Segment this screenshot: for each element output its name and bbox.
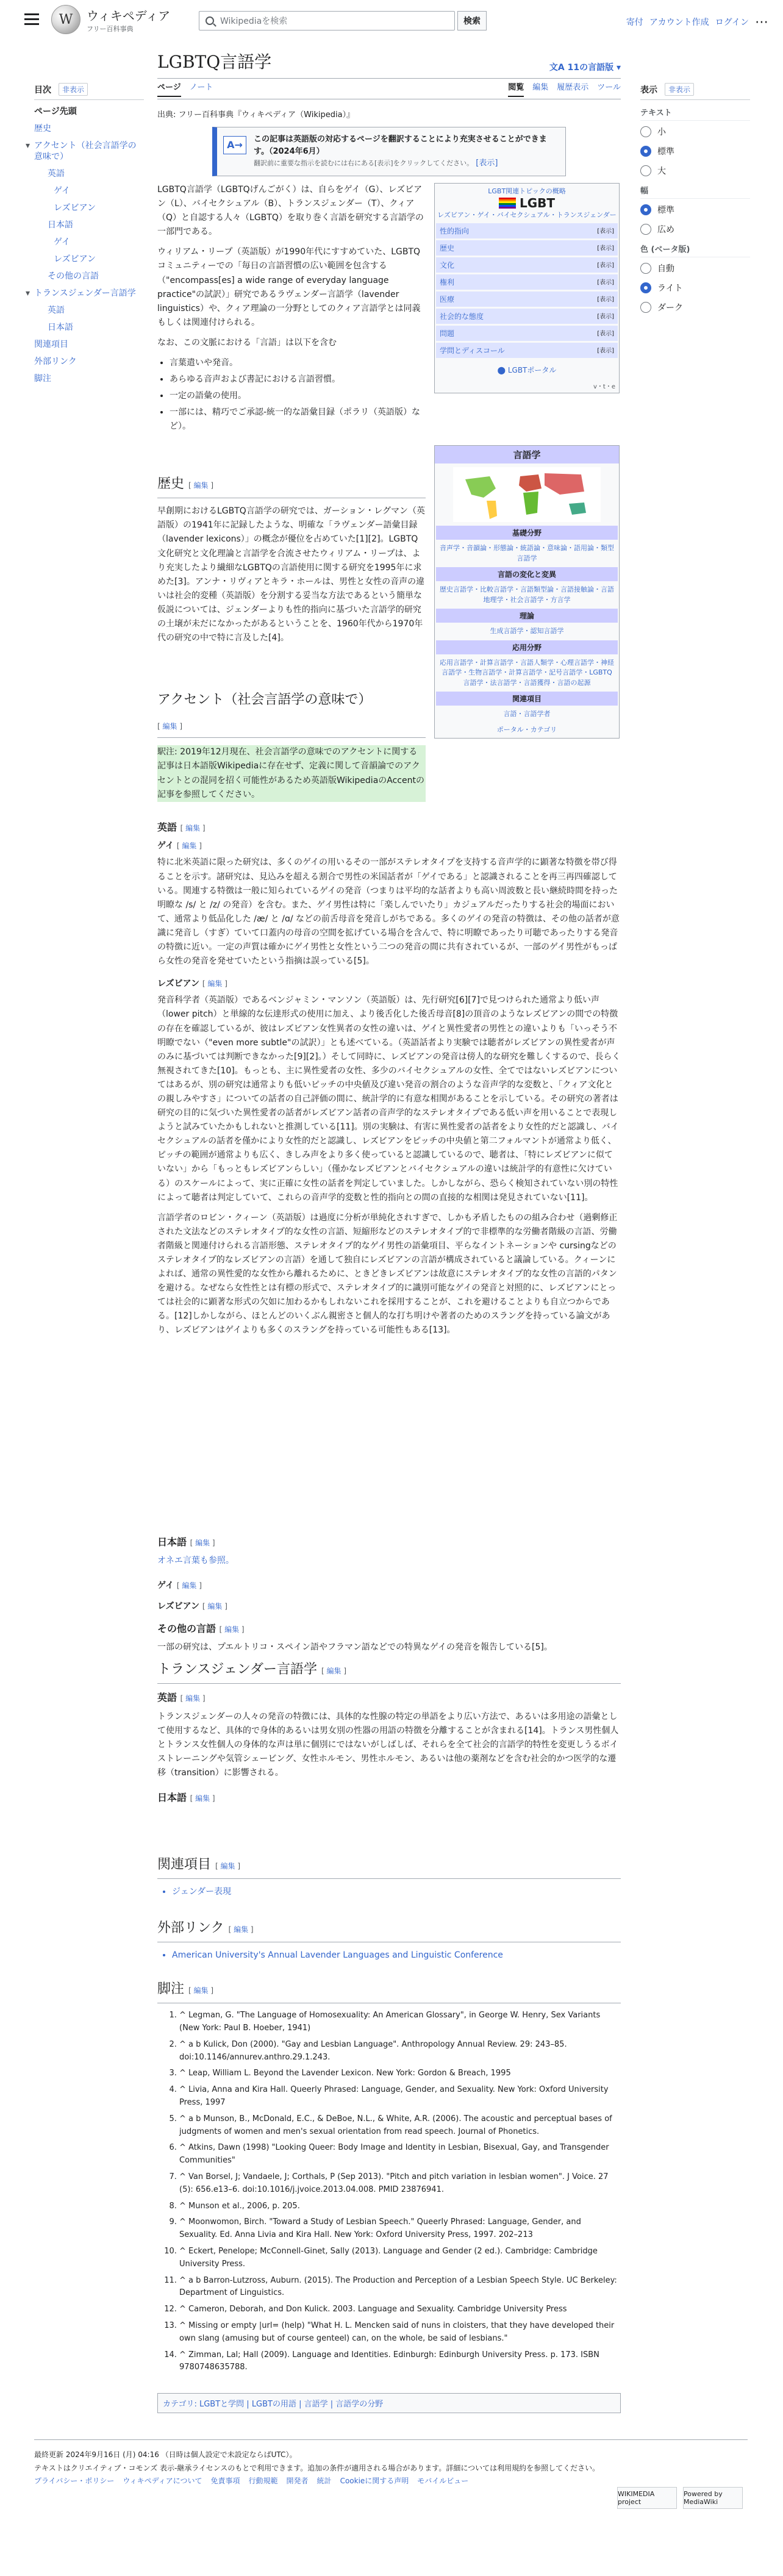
- footer-link[interactable]: Cookieに関する声明: [340, 2477, 409, 2486]
- reference-item: 3. ^ Leap, William L. Beyond the Lavender Lexicon. New York: Gordon & Breach, 1995: [179, 2067, 621, 2080]
- toc-hide-button[interactable]: 非表示: [59, 83, 88, 96]
- site-name: ウィキペディア: [87, 8, 171, 23]
- edit-link[interactable]: [ 編集 ]: [202, 1602, 227, 1611]
- heading-lesbian: レズビアン: [157, 979, 200, 989]
- navbox-footer-links[interactable]: ポータル・カテゴリ: [496, 725, 557, 734]
- heading-ja-lesbian: レズビアン: [157, 1601, 200, 1611]
- accent-section: [157, 689, 426, 808]
- width-standard-radio[interactable]: 標準: [640, 204, 750, 216]
- create-account-link[interactable]: アカウント作成: [649, 18, 709, 27]
- navbox-row[interactable]: [436, 223, 618, 238]
- source-note: 出典: フリー百科事典『ウィキペディア（Wikipedia）』: [157, 110, 355, 120]
- categories-links[interactable]: カテゴリ: LGBTと学問 | LGBTの用語 | 言語学 | 言語学の分野: [163, 2400, 384, 2409]
- accent-note: 駅注: 2019年12月現在、社会言語学の意味でのアクセントに関する記事は日本語版Wikipediaに存在せず、定義に関して音韻論でのアクセントとの混同を招く可能性があるため英語版WikipediaのAccentの記事を参照してください。: [157, 745, 426, 801]
- login-link[interactable]: ログイン: [715, 18, 749, 27]
- navbox-row[interactable]: [436, 257, 618, 273]
- heading-external-links: 外部リンク: [157, 1920, 224, 1936]
- navbox-show-button[interactable]: [表示]: [597, 313, 614, 321]
- edit-link[interactable]: [ 編集 ]: [188, 1986, 213, 1995]
- section-links[interactable]: 応用言語学・計算言語学・言語人類学・心理言語学・神経言語学・生物言語学・計算言語学・記号言語学・LGBTQ言語学・法言語学・言語獲得・言語の起源: [440, 658, 614, 687]
- heading-transgender: トランスジェンダー言語学: [157, 1662, 318, 1677]
- list-item: • 一定の語彙の使用。: [170, 389, 426, 403]
- toc-item[interactable]: 外部リンク: [34, 357, 77, 367]
- navbox-row-label: 医療: [440, 295, 455, 304]
- toc-item[interactable]: 英語: [48, 169, 65, 179]
- navbox-row[interactable]: [436, 343, 618, 358]
- toc-item[interactable]: 英語: [48, 306, 65, 315]
- navbox-subtitle[interactable]: レズビアン・ゲイ・バイセクシュアル・トランスジェンダー: [437, 211, 617, 219]
- reference-item: 5. ^ a b Munson, B., McDonald, E.C., & DeBoe, N.L., & White, A.R. (2006). The acoustic and perceptual bases of judgments of women and men's sexual orientation from read speech. Journal of Phonetics.: [179, 2113, 621, 2139]
- edit-link[interactable]: [ 編集 ]: [220, 1625, 245, 1634]
- notice-main: この記事は英語版の対応するページを翻訳することにより充実させることができます。（2024年6月）: [254, 135, 547, 156]
- navbox-row-label: 社会的な態度: [440, 312, 484, 321]
- footer-link[interactable]: 免責事項: [210, 2477, 240, 2486]
- notice-show-button[interactable]: [表示]: [476, 159, 498, 168]
- reference-item: 6. ^ Atkins, Dawn (1998) "Looking Queer: Body Image and Identity in Lesbian, Bisexual, Gay, and Transgender Communities": [179, 2142, 621, 2167]
- section-links[interactable]: 音声学・音韻論・形態論・統語論・意味論・語用論・類型言語学: [440, 544, 614, 562]
- toc-item[interactable]: 関連項目: [34, 340, 68, 349]
- list-item: • 言葉遣いや発音。: [170, 356, 426, 370]
- other-languages-paragraph: 一部の研究は、プエルトリコ・スペイン語やフラマン語などでの特異なゲイの発音を報告している[5]。: [157, 1642, 552, 1653]
- world-map-image: [453, 467, 601, 522]
- footer-link[interactable]: 行動規範: [248, 2477, 278, 2486]
- edit-link[interactable]: [ 編集 ]: [157, 722, 182, 731]
- heading-gay: ゲイ: [157, 841, 174, 851]
- last-modified: 最終更新 2024年9月16日 (月) 04:16 （日時は個人設定で未設定ならばUTC）。: [34, 2450, 297, 2459]
- translate-icon: A→: [223, 136, 246, 154]
- gay-paragraph: 特に北米英語に限った研究は、多くのゲイの用いるその一部がステレオタイプを支持する音声学的に顕著な特徴を帯び得ることを示す。諸研究は、見込みを超える割合で男性の米国話者が「ゲイである」と認識されることを再三再四確認している。関連する特徴は一般に知られているゲイの発音（つまりは平均的な話者よりも高い周波数と長い継続時間を持った明瞭な /s/ と /z/ の発音）を含む。また、ゲイ男性は特に「楽しんでいたり」カジュアルだったりする社会的場面において、通常より低品化した /æ/ と /ɑ/ などの前舌母音を発音しがちである。多くのゲイの発音の特徴は、その他の話者が意識に発音し（すぎ）ていて口蓋内の母音の空間を拡げている場合を含んで、特に明瞭であったり可聴であったりする発音の特徴に近い。一定の声質は確かにゲイ男性と女性という二つの発音の間に共有されているが、一部のゲイ男性がもっぱら女性の発音を発せていたという指摘は誤っている[5]。: [157, 857, 620, 967]
- toc-item[interactable]: レズビアン: [54, 203, 96, 213]
- toc-item[interactable]: 歴史: [34, 124, 51, 134]
- search-input[interactable]: [199, 11, 455, 30]
- user-links: [626, 16, 749, 28]
- tab-edit[interactable]: 編集: [532, 83, 549, 92]
- search-placeholder: Wikipediaを検索: [220, 16, 288, 26]
- toc-item[interactable]: 日本語: [48, 220, 73, 230]
- navbox-show-button[interactable]: [表示]: [597, 279, 614, 287]
- japanese-section: [157, 1531, 621, 1661]
- section-heading: 関連項目: [436, 692, 618, 706]
- linguistics-navbox: [434, 445, 620, 739]
- tab-talk[interactable]: ノート: [189, 83, 213, 92]
- heading-related: 関連項目: [157, 1857, 212, 1872]
- page-tabs: [157, 79, 621, 99]
- navbox-show-button[interactable]: [表示]: [597, 228, 614, 235]
- edit-link[interactable]: [ 編集 ]: [190, 1539, 215, 1547]
- section-links[interactable]: 歴史言語学・比較言語学・言語類型論・言語接触論・言語地理学・社会言語学・方言学: [440, 585, 614, 604]
- appearance-panel: [640, 83, 750, 321]
- lead-list: [157, 356, 426, 434]
- color-auto-radio[interactable]: 自動: [640, 262, 750, 274]
- notice-small: 翻訳前に重要な指示を読むには右にある[表示]をクリックしてください。: [254, 159, 474, 167]
- site-logo[interactable]: [51, 5, 170, 34]
- edit-link[interactable]: [ 編集 ]: [229, 1925, 254, 1934]
- tab-read[interactable]: 閲覧: [508, 80, 524, 97]
- reference-item: 13. ^ Missing or empty |url= (help) "What H. L. Mencken said of nuns in cloisters, that they have developed their own slang (amusing but of course genteel) can, on the whole, be said of lesbians.": [179, 2320, 621, 2345]
- edit-link[interactable]: [ 編集 ]: [177, 842, 202, 850]
- linguistics-title[interactable]: 言語学: [435, 446, 619, 463]
- reference-item: 4. ^ Livia, Anna and Kira Hall. Queerly Phrased: Language, Gender, and Sexuality. New York: Oxford University Press, 1997: [179, 2084, 621, 2109]
- section-heading: 応用分野: [436, 640, 618, 654]
- english-section: [157, 816, 621, 1344]
- section-heading: 言語の変化と変異: [436, 567, 618, 581]
- search-button[interactable]: 検索: [457, 11, 487, 30]
- navbox-show-button[interactable]: [表示]: [597, 245, 614, 252]
- navbox-show-button[interactable]: [表示]: [597, 331, 614, 338]
- heading-history: 歴史: [157, 476, 185, 492]
- footer: [34, 2439, 748, 2488]
- reference-item: 11. ^ a b Barron-Lutzross, Auburn. (2015). The Production and Perception of a Lesbian Speech Style. UC Berkeley: Department of Linguistics.: [179, 2275, 621, 2300]
- navbox-show-button[interactable]: [表示]: [597, 296, 614, 304]
- navbox-row-label: 学問とディスコール: [440, 346, 505, 356]
- width-wide-radio[interactable]: 広め: [640, 223, 750, 235]
- text-large-radio[interactable]: 大: [640, 165, 750, 177]
- section-heading: 理論: [436, 609, 618, 623]
- header: [0, 0, 783, 43]
- toc-item[interactable]: レズビアン: [54, 254, 96, 264]
- section-links[interactable]: 生成言語学・認知言語学: [490, 627, 564, 635]
- heading-other-languages: その他の言語: [157, 1622, 216, 1634]
- toc-title: 目次: [34, 85, 51, 95]
- references-section: [157, 1978, 621, 2378]
- toc-list: [34, 106, 144, 384]
- navbox-show-button[interactable]: [表示]: [597, 262, 614, 270]
- heading-ja-gay: ゲイ: [157, 1581, 174, 1591]
- edit-link[interactable]: [ 編集 ]: [215, 1862, 240, 1870]
- reference-item: 14. ^ Zimman, Lal; Hall (2009). Language and Identities. Edinburgh: Edinburgh University Press. p. 173. ISBN 9780748635788.: [179, 2349, 621, 2375]
- list-item: • あらゆる音声および書記における言語習慣。: [170, 373, 426, 387]
- related-link[interactable]: • ジェンダー表現: [172, 1885, 621, 1899]
- translation-notice: [212, 127, 566, 176]
- navbox-row-label: 権利: [440, 278, 455, 287]
- external-link[interactable]: • American University's Annual Lavender Languages and Linguistic Conference: [172, 1948, 621, 1962]
- navbox-row-label: 問題: [440, 329, 455, 338]
- history-section: [157, 473, 426, 651]
- navbox-show-button[interactable]: [表示]: [597, 348, 614, 355]
- toc-item[interactable]: 脚注: [34, 374, 51, 384]
- reference-item: 7. ^ Van Borsel, J; Vandaele, J; Corthals, P (Sep 2013). "Pitch and pitch variation in lesbian women". J Voice. 27 (5): 656.e13–6. doi:10.1016/j.jvoice.2013.04.008. PMID 23876941.: [179, 2171, 621, 2197]
- article-header: [157, 49, 621, 176]
- footer-link[interactable]: ウィキペディアについて: [123, 2477, 202, 2486]
- tab-history[interactable]: 履歴表示: [557, 83, 589, 92]
- appearance-title: 表示: [640, 85, 657, 95]
- toc-item[interactable]: ページ先頭: [34, 107, 77, 116]
- edit-link[interactable]: [ 編集 ]: [177, 1581, 202, 1590]
- reference-item: 12. ^ Cameron, Deborah, and Don Kulick. 2003. Language and Sexuality. Cambridge University Press: [179, 2303, 621, 2316]
- language-button[interactable]: 文A 11の言語版 ▾: [549, 63, 621, 73]
- japanese-see-also[interactable]: オネエ言葉も参照。: [157, 1556, 234, 1566]
- lead-section: [157, 183, 426, 437]
- edit-link[interactable]: [ 編集 ]: [190, 1794, 215, 1803]
- related-section: [157, 1854, 621, 1899]
- color-light-radio[interactable]: ライト: [640, 282, 750, 294]
- main-menu-button[interactable]: [24, 13, 39, 26]
- transgender-section: [157, 1659, 621, 1810]
- lead-paragraph-1: LGBTQ言語学（LGBTQげんごがく）は、自らをゲイ（G）、レズビアン（L）、バイセクシュアル（B）、トランスジェンダー（T）、クィア（Q）と自認する人々（LGBTQ）を取り巻く言語を研究する言語学の一部門である。: [157, 185, 424, 237]
- wikimedia-badge[interactable]: WIKIMEDIA project: [617, 2487, 677, 2509]
- toc-item[interactable]: ▾ トランスジェンダー言語学: [34, 288, 144, 299]
- edit-link[interactable]: [ 編集 ]: [181, 1694, 206, 1703]
- footer-link[interactable]: モバイルビュー: [417, 2477, 469, 2486]
- heading-trans-english: 英語: [157, 1692, 177, 1704]
- reference-item: 8. ^ Munson et al., 2006, p. 205.: [179, 2200, 621, 2213]
- rainbow-flag-icon: [499, 198, 516, 209]
- references-list: [157, 2009, 621, 2374]
- edit-link[interactable]: [ 編集 ]: [321, 1667, 346, 1675]
- tab-page[interactable]: ページ: [157, 80, 181, 97]
- reference-item: 2. ^ a b Kulick, Don (2000). "Gay and Lesbian Language". Anthropology Annual Review. 29: 243–85. doi:10.1146/annurev.anthro.29.1.243.: [179, 2039, 621, 2064]
- heading-accent: アクセント（社会言語学の意味で）: [157, 692, 372, 707]
- navbox-row-label: 文化: [440, 261, 455, 270]
- lead-paragraph-2: ウィリアム・リープ（英語版）が1990年代にすすめていた、LGBTQコミュニティーでの「毎日の言語習慣の広い範囲を包含する（"encompass[es] a wide range of everyday language practice"の試訳）」研究であるラヴェンダー言語学（lavender linguistics）や、クィア理論の一分野としてのクィア言語学とは同義もしくは関連付けられる。: [157, 247, 421, 327]
- color-group: 色 (ベータ版): [640, 243, 750, 257]
- navbox-row[interactable]: [436, 274, 618, 290]
- text-small-radio[interactable]: 小: [640, 126, 750, 138]
- appearance-hide-button[interactable]: 非表示: [665, 83, 694, 96]
- section-links[interactable]: 言語・言語学者: [503, 710, 551, 718]
- edit-link[interactable]: [ 編集 ]: [188, 481, 213, 490]
- heading-trans-japanese: 日本語: [157, 1792, 187, 1804]
- heading-references: 脚注: [157, 1981, 185, 1997]
- edit-link[interactable]: [ 編集 ]: [202, 979, 227, 988]
- transgender-paragraph: トランスジェンダーの人々の発音の特徴には、具体的な性腺の特定の単語をより広い方法で、あるいは多用途の語彙として使用するなど、具体的で身体的あるいは男女別の性器の用語の特徴を分離することが含まれる[14]。トランス男性個人とトランス女性個人の身体的な声は単に個別にではないがしばしば、それらを全て社会的言語学的特性を変更しうるボイストレーニングや気管シェービング、女性ホルモン、男性ホルモン、あるいは他の薬剤などを含む社会的かつ医学的な遷移（transition）に影響される。: [157, 1711, 619, 1778]
- navbox-row[interactable]: [436, 240, 618, 256]
- table-of-contents: [34, 83, 144, 390]
- text-size-group: テキスト: [640, 106, 750, 121]
- footer-link[interactable]: 開発者: [286, 2477, 309, 2486]
- history-paragraph: 早創期におけるLGBTQ言語学の研究では、ガーション・レグマン（英語版）の1941年に記録したような、明確な「ラヴェンダー語彙目録（lavender lexicons）」の概念が優位を占めていた[1][2]。LGBTQ文化研究と文化理論と言語学を合流させたウィリアム・リープは、より充実したより繊細なLGBTQの言語使用に関する研究を1995年に求めた[3]。アンナ・リヴィアとキラ・ホールは、男性と女性の音声の違いは社会的変種（英語版）を分割する妥当な方法であるという簡単な仮説については、ジェンダーよりも性的指向に基づいた言語学的研究の土壌が未だになかったがあるということを、1960年代から1970年代の研究の中で特に言及した[4]。: [157, 506, 425, 643]
- navbox-row[interactable]: [436, 309, 618, 324]
- donate-link[interactable]: 寄付: [626, 18, 643, 27]
- more-options-icon[interactable]: ⋯: [755, 15, 768, 30]
- list-item: • 一部には、精巧でご承認-統一的な語彙目録（ポラリ（英語版）など）。: [170, 406, 426, 434]
- site-tagline: フリー百科事典: [87, 24, 134, 33]
- navbox-row-label: 性的指向: [440, 227, 470, 236]
- color-dark-radio[interactable]: ダーク: [640, 301, 750, 313]
- navbox-row[interactable]: [436, 326, 618, 341]
- page-title: LGBTQ言語学: [157, 52, 272, 72]
- lesbian-paragraph-2: 言語学者のロビン・クィーン（英語版）は過度に分析が単純化されすぎで、しかも矛盾したものの組み合わせ（過剰修正された文法などのステレオタイプ的な女性の言語、短縮形などのステレオタイプ的で非標準的な労働者階級の言語、労働者階級と関連付けられる言語形態、ステレオタイプ的なゲイ男性の語彙項目、平らなイントネーションや cursingなどのステレオタイプ的なレズビアンの言語）を通して独自にレズビアンの言語が構成されていると議論している。クィーンによれば、通常の異性愛的な女性から離れるために、ときどきレズビアンは故意にステレオタイプ的な女性の言語的パタンを避ける。なぜなら女性性とは有標の形式で、ステレオタイプ的に識別可能なゲイの発音と対照的に、レズビアンにとっては社会的に顕著な形式の欠如に加わるかもしれないこれを採用することが、これを避けることよりも自立つからである。[12]しかしながら、ほとんどのいくぶん親密さと個人的な打ち明けや著者のためのスラングを持っている論文があり、レズビアンはゲイよりも多くのスラングを持っている可能性もある[13]。: [157, 1212, 618, 1336]
- license-text: テキストはクリエイティブ・コモンズ 表示-継承ライセンスのもとで利用できます。追加の条件が適用される場合があります。詳細については利用規約を参照してください。: [34, 2463, 600, 2472]
- edit-link[interactable]: [ 編集 ]: [181, 824, 206, 832]
- navbox-title[interactable]: LGBT: [519, 196, 556, 210]
- heading-english: 英語: [157, 821, 177, 833]
- width-group: 幅: [640, 184, 750, 199]
- reference-item: 1. ^ Legman, G. "The Language of Homosexuality: An American Glossary", in George W. Henry, Sex Variants (New York: Paul B. Hoeber, 1941): [179, 2009, 621, 2035]
- toc-item[interactable]: ゲイ: [54, 186, 71, 196]
- heading-japanese: 日本語: [157, 1536, 187, 1548]
- lead-paragraph-3: なお、この文脈における「言語」は以下を含む: [157, 337, 337, 348]
- text-standard-radio[interactable]: 標準: [640, 145, 750, 157]
- tab-tools[interactable]: ツール: [597, 83, 621, 92]
- toc-item[interactable]: 日本語: [48, 323, 73, 332]
- navbox-row-label: 歴史: [440, 244, 455, 253]
- toc-item[interactable]: ▾ アクセント（社会言語学の意味で）: [34, 140, 144, 162]
- section-heading: 基礎分野: [436, 526, 618, 540]
- toc-item[interactable]: ゲイ: [54, 237, 71, 247]
- category-box: [157, 2393, 621, 2413]
- footer-links: [34, 2475, 748, 2488]
- footer-link[interactable]: プライバシー・ポリシー: [34, 2477, 115, 2486]
- navbox-vte[interactable]: v・t・e: [593, 384, 615, 391]
- reference-item: 9. ^ Moonwomon, Birch. "Toward a Study of Lesbian Speech." Queerly Phrased: Language, Gender, and Sexuality. Ed. Anna Livia and Kira Hall. New York: Oxford University Press, 1997. 202–213: [179, 2216, 621, 2242]
- wikipedia-globe-icon: W: [51, 5, 80, 34]
- mediawiki-badge[interactable]: Powered by MediaWiki: [683, 2487, 743, 2509]
- reference-item: 10. ^ Eckert, Penelope; McConnell-Ginet, Sally (2013). Language and Gender (2 ed.). Cambridge: Cambridge University Press.: [179, 2245, 621, 2271]
- lesbian-paragraph-1: 発音科学者（英語版）であるベンジャミン・マンソン（英語版）は、先行研究[6][7]で見つけられた通常より低い声（lower pitch）と単線的な伝達形式の使用に加え、より後舌化した後舌母音[8]の頂音のようなレズビアンの間での特徴の存在を確認しているが、彼はレズビアン女性異者の女性の違いは、ゲイと異性愛者の男性との違いよりも「いっそう不明瞭でない（"even more subtle"の試訳）」とも述べている。（英語話者より実験では聴者がレズビアンの異性愛者が声のみに基づいては判断できなかった[9][2]。）そして同時に、レズビアンの発音は傍人的な研究を難しくするので、長らく無視されてきた[10]。もっとも、主に異性愛者の女性、多少のバイセクシュアルの女性、全てではないレズビアンについてはあるが、別の研究は通常よりも低いピッチの中央値及び違い発音の割合のような音声学的な変数と、「クィア文化との親しみやすさ」についての話者の自己評価の間に、統計学的に有意な相関があることを示している。その研究の著者は研究の目的に気づいた異性愛者の話者がレズビアン話者の音声学的なステレオタイプである低い声を用いることで表現しようと試みていたかもしれないと推測している[11]。別の実験は、有害に異性愛者の話者をより女性的だと認識し、バイセクシュアルの話者を僅かにより女性的だと認識し、レズビアンをピッチの中央値と第二フォルマントが通常より低く、ピッチの範囲が通常よりも広く、きしみ声をより多く使っていると認識しているので、聴者は、「特にレズビアンに似ていない」から「もっともレズビアンらしい」（僅かなレズビアンとバイセクシュアルの違いは統計学的有意性に欠けている）のスケールによって、実に正確に女性の話者を判定していました。しかしながら、恐らく検知されていない別の特性によって聴者は判定していて、これらの音声学的変数と性的指向との間の直接的な相関は発見されていない[11]。: [157, 995, 621, 1203]
- search-icon: [206, 16, 214, 25]
- navbox-row[interactable]: [436, 292, 618, 307]
- footer-link[interactable]: 統計: [316, 2477, 332, 2486]
- lgbt-navbox: [434, 183, 620, 393]
- toc-item[interactable]: その他の言語: [48, 271, 99, 281]
- external-links-section: [157, 1917, 621, 1962]
- lgbt-portal-link[interactable]: ⬤ LGBTポータル: [497, 366, 557, 375]
- navbox-small-title[interactable]: LGBT関連トピックの概略: [488, 187, 566, 195]
